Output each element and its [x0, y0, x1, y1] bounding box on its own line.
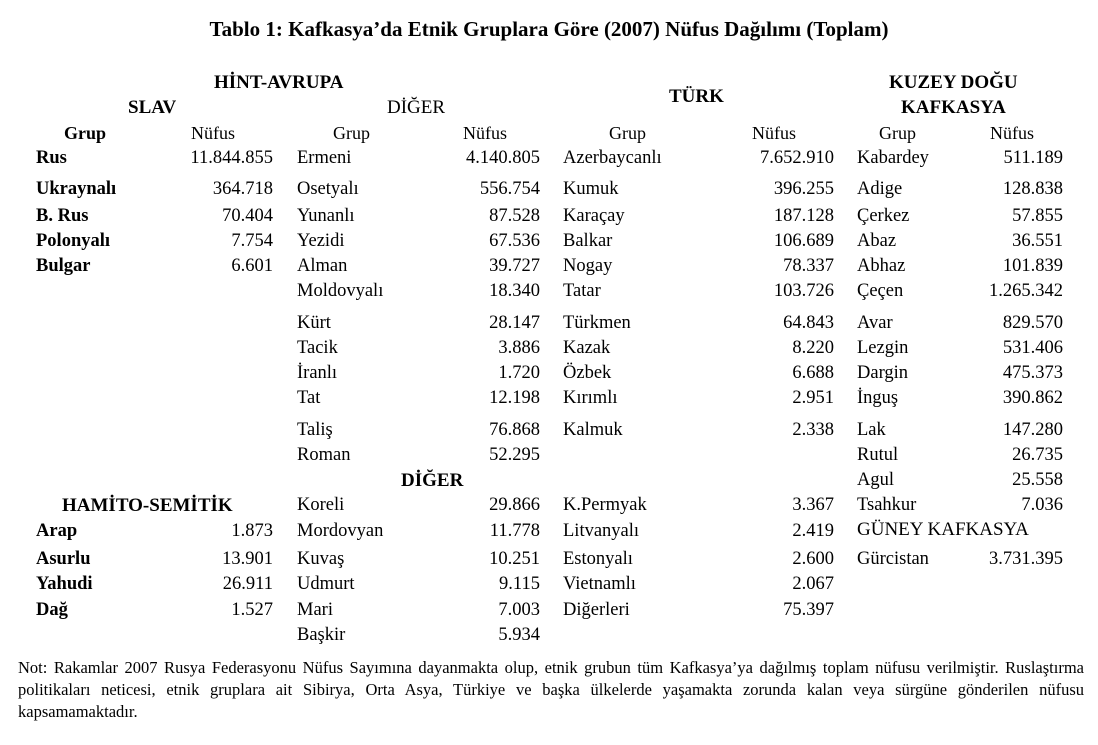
- col-label-group-turk: Grup: [609, 123, 646, 143]
- kuzey-population-cell: 25.558: [1012, 470, 1063, 490]
- diger_ia-group-cell: Tacik: [297, 338, 338, 358]
- col-label-pop-turk: Nüfus: [752, 123, 796, 143]
- header-hint-avrupa: HİNT-AVRUPA: [214, 72, 344, 93]
- turk-population-cell: 103.726: [773, 281, 834, 301]
- footnote: Not: Rakamlar 2007 Rusya Federasyonu Nüfus Sayımına dayanmakta olup, etnik grubun tüm Kafkasya’ya dağılmış toplam nüfusu verilmiştir. Ruslaştırma politikaları neticesi, etnik gruplara ait Sibirya, Orta Asya, Türkiye ve başka ülkelerde yaşamakta zorunda kalan veya sürgüne gönderilen nüfusu kapsamamaktadır.: [18, 658, 1084, 721]
- kuzey-group-cell: Kabardey: [857, 148, 929, 168]
- diger_ia-population-cell: 76.868: [489, 420, 540, 440]
- kuzey-group-cell: Tsahkur: [857, 495, 917, 515]
- slav-population-cell: 7.754: [231, 231, 273, 251]
- kuzey-population-cell: 26.735: [1012, 445, 1063, 465]
- diger_ia-population-cell: 87.528: [489, 206, 540, 226]
- diger2-population-cell: 29.866: [489, 495, 540, 515]
- diger2_right-population-cell: 75.397: [783, 600, 834, 620]
- turk-population-cell: 6.688: [792, 363, 834, 383]
- kuzey-group-cell: Dargin: [857, 363, 909, 383]
- guney-group-cell: Gürcistan: [857, 549, 929, 569]
- turk-population-cell: 64.843: [783, 313, 834, 333]
- kuzey-population-cell: 57.855: [1012, 206, 1063, 226]
- kuzey-population-cell: 36.551: [1012, 231, 1063, 251]
- diger_ia-group-cell: Alman: [297, 256, 348, 276]
- diger2-group-cell: Udmurt: [297, 574, 355, 594]
- turk-group-cell: Kırımlı: [563, 388, 618, 408]
- kuzey-group-cell: Lak: [857, 420, 886, 440]
- diger2_right-group-cell: Estonyalı: [563, 549, 633, 569]
- col-label-group-slav: Grup: [64, 123, 107, 143]
- diger_ia-population-cell: 3.886: [498, 338, 540, 358]
- diger_ia-group-cell: Roman: [297, 445, 351, 465]
- col-label-group-diger: Grup: [333, 123, 370, 143]
- kuzey-population-cell: 475.373: [1002, 363, 1063, 383]
- kuzey-population-cell: 511.189: [1003, 148, 1063, 168]
- header-hamito-semitik: HAMİTO-SEMİTİK: [62, 495, 233, 516]
- kuzey-population-cell: 390.862: [1002, 388, 1063, 408]
- diger_ia-population-cell: 18.340: [489, 281, 540, 301]
- slav-population-cell: 70.404: [222, 206, 273, 226]
- hamito-group-cell: Yahudi: [36, 574, 93, 594]
- slav-group-cell: B. Rus: [36, 206, 89, 226]
- diger2-group-cell: Koreli: [297, 495, 345, 515]
- col-label-pop-kuzey: Nüfus: [990, 123, 1034, 143]
- col-label-pop-slav: Nüfus: [191, 123, 235, 143]
- diger2-group-cell: Mari: [297, 600, 333, 620]
- diger_ia-population-cell: 67.536: [489, 231, 540, 251]
- slav-group-cell: Bulgar: [36, 256, 91, 276]
- header-guney-kafkasya: GÜNEY KAFKASYA: [857, 519, 1029, 540]
- turk-population-cell: 8.220: [792, 338, 834, 358]
- kuzey-population-cell: 1.265.342: [989, 281, 1063, 301]
- turk-group-cell: Türkmen: [563, 313, 631, 333]
- turk-population-cell: 2.338: [792, 420, 834, 440]
- header-turk: TÜRK: [669, 86, 724, 107]
- slav-group-cell: Ukraynalı: [36, 179, 117, 199]
- turk-group-cell: Balkar: [563, 231, 613, 251]
- diger_ia-population-cell: 556.754: [479, 179, 540, 199]
- kuzey-population-cell: 147.280: [1002, 420, 1063, 440]
- turk-group-cell: Tatar: [563, 281, 601, 301]
- diger2-population-cell: 10.251: [489, 549, 540, 569]
- kuzey-group-cell: Abhaz: [857, 256, 906, 276]
- kuzey-group-cell: Agul: [857, 470, 894, 490]
- table-title: Tablo 1: Kafkasya’da Etnik Gruplara Göre (2007) Nüfus Dağılımı (Toplam): [209, 17, 889, 41]
- header-diger-ia: DİĞER: [387, 97, 446, 118]
- diger2-population-cell: 11.778: [489, 521, 540, 541]
- hamito-population-cell: 1.527: [231, 600, 273, 620]
- diger2-group-cell: Mordovyan: [297, 521, 384, 541]
- diger_ia-population-cell: 1.720: [498, 363, 540, 383]
- diger2-population-cell: 7.003: [498, 600, 540, 620]
- turk-group-cell: Kazak: [563, 338, 611, 358]
- diger2_right-population-cell: 2.600: [792, 549, 834, 569]
- diger2-group-cell: Kuvaş: [297, 549, 345, 569]
- diger_ia-group-cell: Moldovyalı: [297, 281, 384, 301]
- diger_ia-group-cell: Kürt: [297, 313, 331, 333]
- diger_ia-population-cell: 12.198: [489, 388, 540, 408]
- kuzey-group-cell: Çerkez: [857, 206, 910, 226]
- kuzey-population-cell: 7.036: [1021, 495, 1063, 515]
- kuzey-population-cell: 128.838: [1002, 179, 1063, 199]
- diger_ia-population-cell: 28.147: [489, 313, 540, 333]
- kuzey-group-cell: Abaz: [857, 231, 897, 251]
- header-kuzey-dogu-line2: KAFKASYA: [901, 97, 1006, 118]
- turk-group-cell: Özbek: [563, 363, 612, 383]
- diger2-population-cell: 9.115: [499, 574, 540, 594]
- diger2-group-cell: Başkir: [297, 625, 346, 645]
- kuzey-group-cell: Rutul: [857, 445, 899, 465]
- kuzey-population-cell: 829.570: [1002, 313, 1063, 333]
- kuzey-group-cell: Avar: [857, 313, 893, 333]
- hamito-population-cell: 26.911: [222, 574, 273, 594]
- guney-population-cell: 3.731.395: [989, 549, 1063, 569]
- turk-population-cell: 396.255: [773, 179, 834, 199]
- slav-group-cell: Rus: [36, 148, 67, 168]
- diger_ia-group-cell: Tat: [297, 388, 321, 408]
- kuzey-group-cell: Adige: [857, 179, 903, 199]
- kuzey-population-cell: 531.406: [1002, 338, 1063, 358]
- diger_ia-group-cell: Taliş: [297, 420, 333, 440]
- col-label-group-kuzey: Grup: [879, 123, 916, 143]
- slav-population-cell: 6.601: [231, 256, 273, 276]
- turk-group-cell: Karaçay: [563, 206, 625, 226]
- header-diger-2: DİĞER: [401, 470, 464, 491]
- hamito-population-cell: 13.901: [222, 549, 273, 569]
- header-slav: SLAV: [128, 97, 177, 118]
- hamito-group-cell: Dağ: [36, 600, 68, 620]
- diger_ia-group-cell: Yunanlı: [297, 206, 355, 226]
- diger_ia-population-cell: 39.727: [489, 256, 540, 276]
- kuzey-group-cell: İnguş: [857, 388, 899, 408]
- turk-population-cell: 7.652.910: [760, 148, 834, 168]
- diger2_right-group-cell: Vietnamlı: [563, 574, 636, 594]
- turk-population-cell: 106.689: [773, 231, 834, 251]
- col-label-pop-diger: Nüfus: [463, 123, 507, 143]
- diger2_right-group-cell: Diğerleri: [563, 600, 630, 620]
- diger2_right-population-cell: 2.067: [792, 574, 834, 594]
- turk-group-cell: Kalmuk: [563, 420, 623, 440]
- diger2_right-group-cell: K.Permyak: [563, 495, 647, 515]
- turk-group-cell: Azerbaycanlı: [563, 148, 662, 168]
- kuzey-population-cell: 101.839: [1002, 256, 1063, 276]
- slav-population-cell: 364.718: [212, 179, 273, 199]
- diger_ia-group-cell: Ermeni: [297, 148, 352, 168]
- hamito-group-cell: Arap: [36, 521, 78, 541]
- diger2_right-group-cell: Litvanyalı: [563, 521, 640, 541]
- diger2_right-population-cell: 3.367: [792, 495, 834, 515]
- turk-group-cell: Kumuk: [563, 179, 619, 199]
- kuzey-group-cell: Çeçen: [857, 281, 904, 301]
- turk-population-cell: 2.951: [792, 388, 834, 408]
- turk-group-cell: Nogay: [563, 256, 613, 276]
- diger2-population-cell: 5.934: [498, 625, 540, 645]
- turk-population-cell: 78.337: [783, 256, 834, 276]
- diger_ia-population-cell: 52.295: [489, 445, 540, 465]
- diger_ia-group-cell: Yezidi: [297, 231, 345, 251]
- hamito-population-cell: 1.873: [231, 521, 273, 541]
- turk-population-cell: 187.128: [773, 206, 834, 226]
- slav-group-cell: Polonyalı: [36, 231, 111, 251]
- slav-population-cell: 11.844.855: [190, 148, 273, 168]
- hamito-group-cell: Asurlu: [36, 549, 91, 569]
- header-kuzey-dogu-line1: KUZEY DOĞU: [889, 72, 1018, 93]
- diger_ia-group-cell: İranlı: [297, 363, 338, 383]
- diger_ia-population-cell: 4.140.805: [466, 148, 540, 168]
- diger_ia-group-cell: Osetyalı: [297, 179, 359, 199]
- kuzey-group-cell: Lezgin: [857, 338, 909, 358]
- diger2_right-population-cell: 2.419: [792, 521, 834, 541]
